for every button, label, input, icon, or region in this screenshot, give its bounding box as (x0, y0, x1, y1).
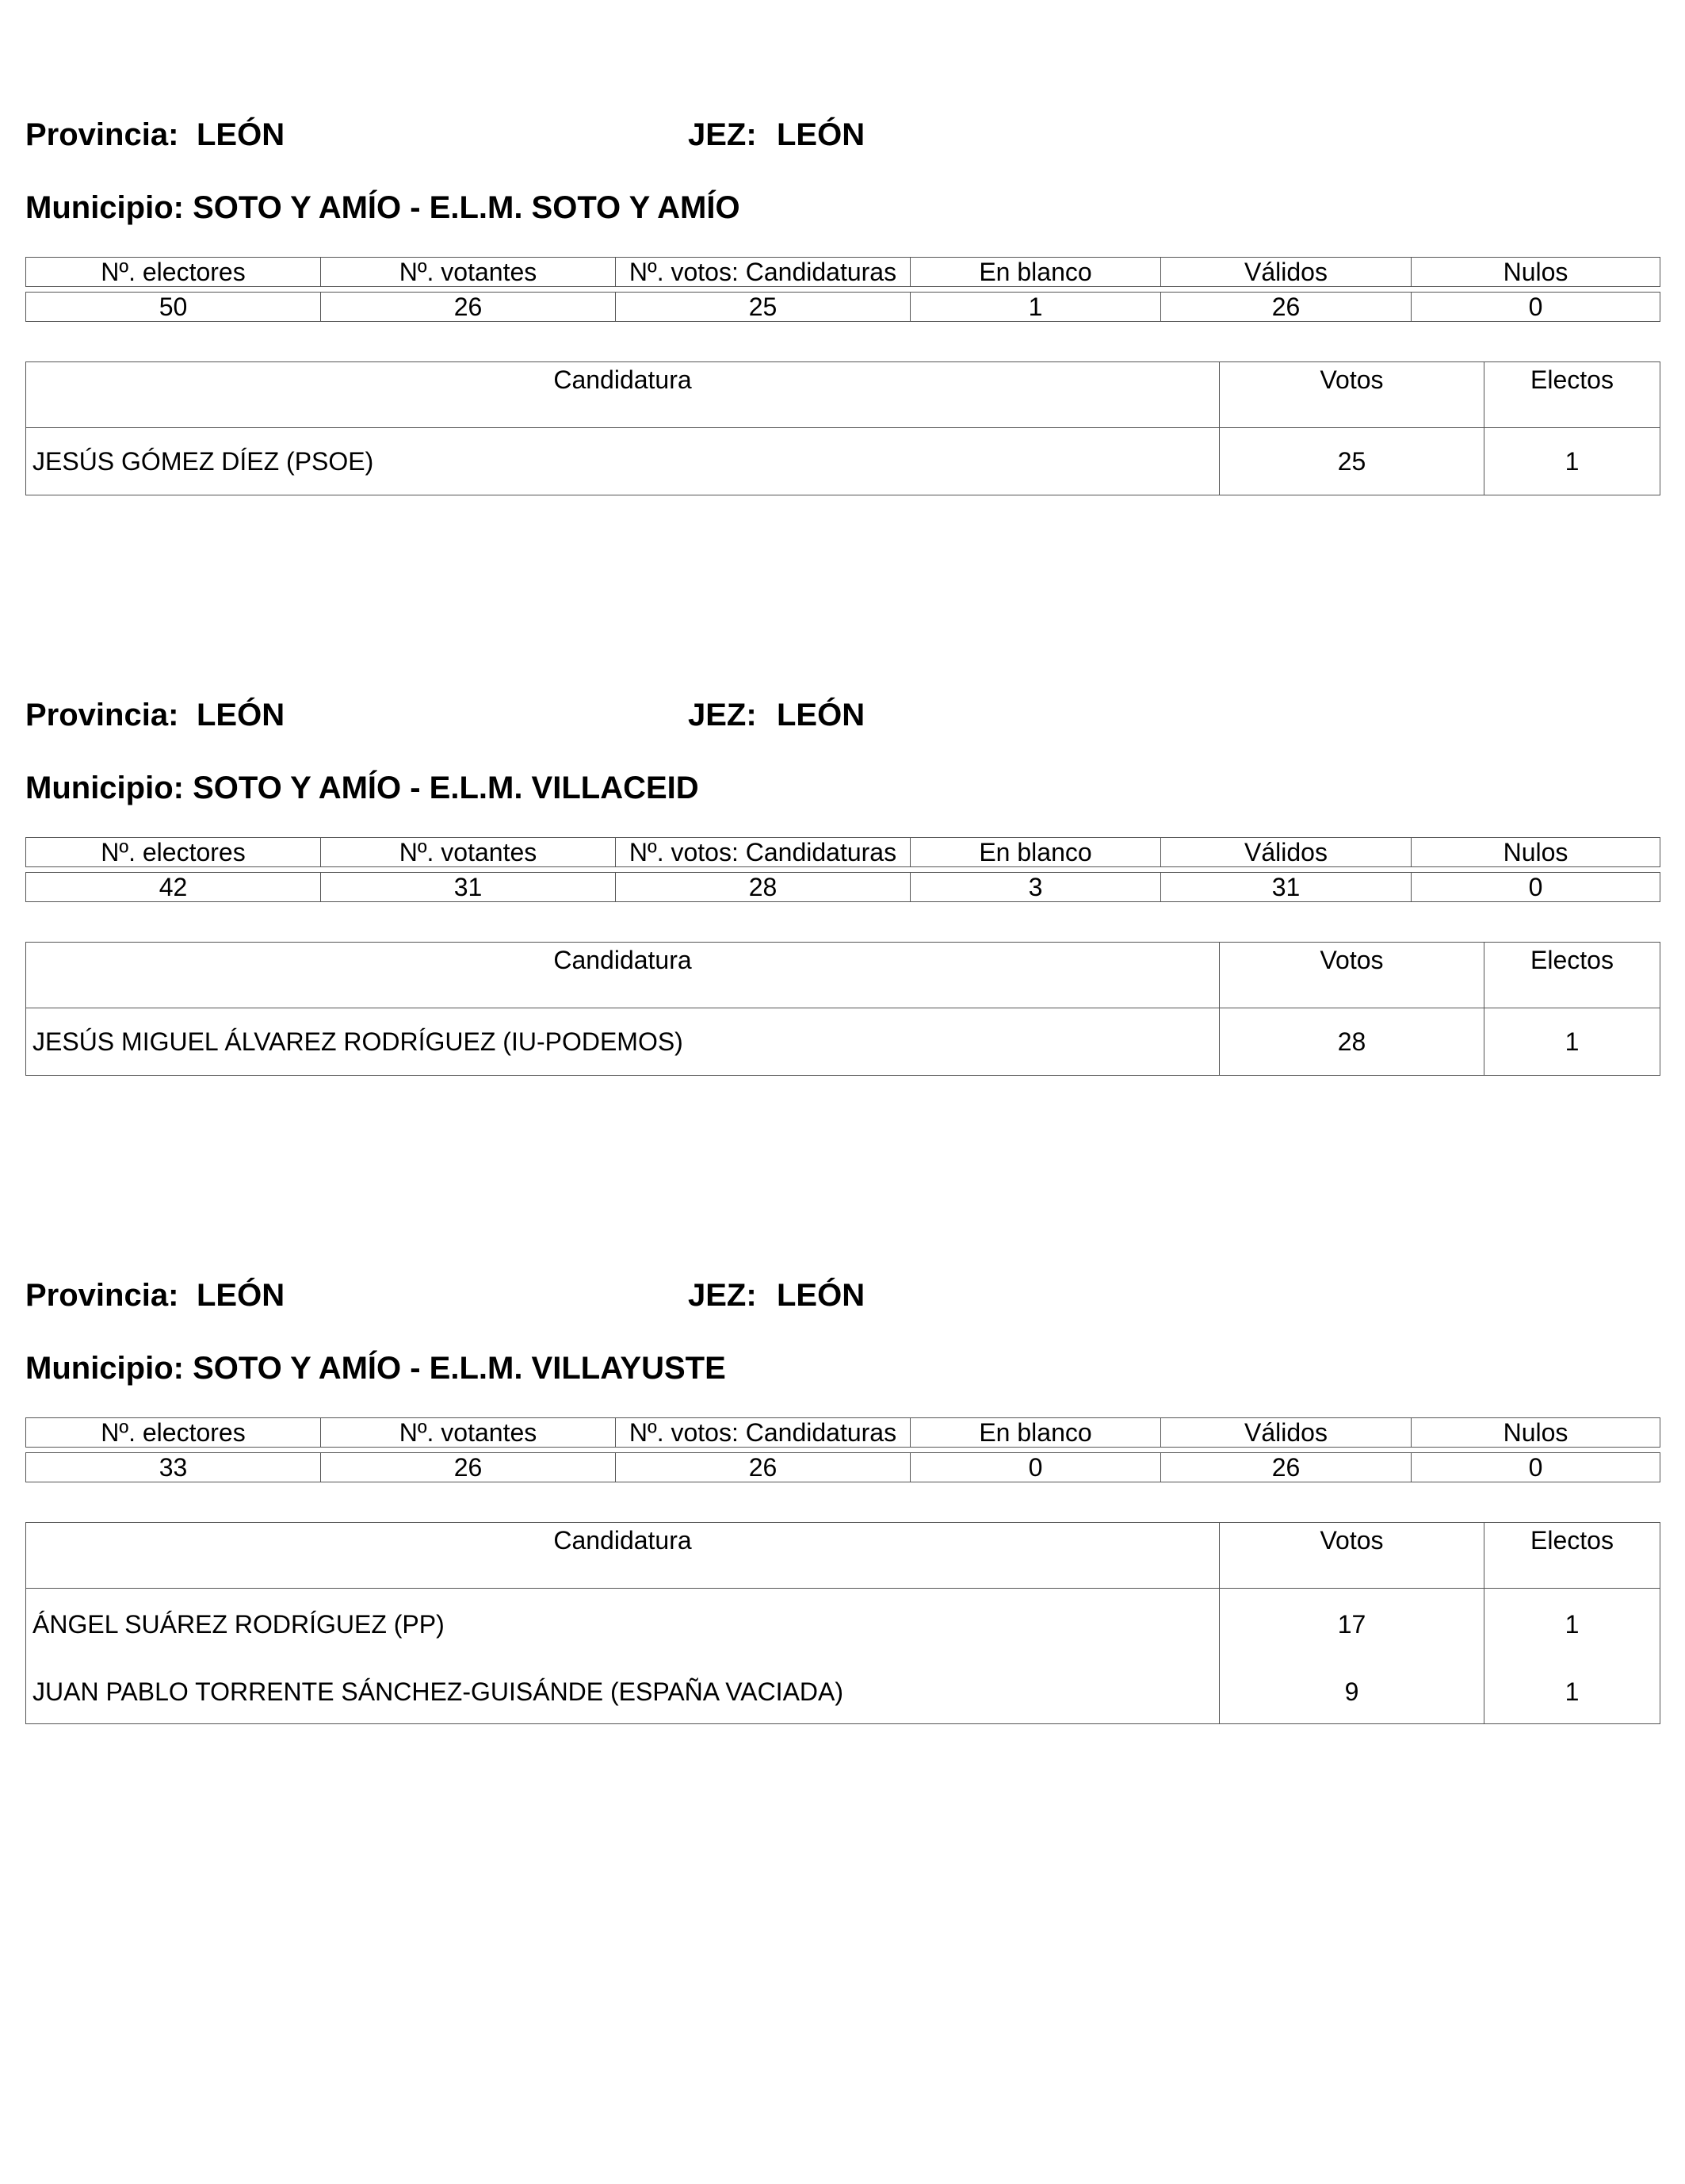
stats-value: 0 (911, 1453, 1161, 1482)
stats-header: Nº. electores (26, 258, 321, 287)
stats-header: Nº. electores (26, 838, 321, 867)
stats-header: Nº. votantes (321, 1418, 616, 1448)
stats-value: 1 (911, 293, 1161, 322)
stats-value: 25 (616, 293, 911, 322)
stats-value: 0 (1412, 873, 1660, 902)
jez-value: LEÓN (777, 117, 865, 152)
candidatura-header: Candidatura (26, 362, 1220, 428)
municipio-value: SOTO Y AMÍO - E.L.M. VILLAYUSTE (193, 1351, 726, 1386)
municipio-heading (25, 769, 699, 807)
stats-value: 31 (1161, 873, 1412, 902)
stats-value: 50 (26, 293, 321, 322)
stats-table (25, 257, 1660, 287)
stats-value-row (26, 293, 1660, 322)
stats-header: Nulos (1412, 258, 1660, 287)
provincia-value: LEÓN (197, 117, 285, 152)
candidatura-header: Candidatura (26, 943, 1220, 1008)
municipio-heading (25, 189, 740, 227)
candidate-votes: 28 (1220, 1008, 1484, 1076)
municipio-label: Municipio: (25, 190, 184, 225)
table-row (26, 1589, 1660, 1661)
stats-table (25, 837, 1660, 867)
stats-value: 26 (1161, 293, 1412, 322)
municipio-heading (25, 1349, 726, 1387)
votos-header: Votos (1220, 943, 1484, 1008)
candidate-electos: 1 (1484, 1008, 1660, 1076)
candidate-name: JESÚS MIGUEL ÁLVAREZ RODRÍGUEZ (IU-PODEMOS) (26, 1008, 1220, 1076)
stats-values-table (25, 872, 1660, 902)
municipio-label: Municipio: (25, 771, 184, 805)
stats-header: Nº. votos: Candidaturas (616, 838, 911, 867)
stats-value: 0 (1412, 1453, 1660, 1482)
candidatura-header: Candidatura (26, 1523, 1220, 1589)
jez-value: LEÓN (777, 698, 865, 732)
section-villaceid (25, 691, 1660, 1088)
electos-header: Electos (1484, 362, 1660, 428)
candidate-electos: 1 (1484, 1589, 1660, 1661)
stats-values-table (25, 292, 1660, 322)
candidate-name: JESÚS GÓMEZ DÍEZ (PSOE) (26, 428, 1220, 495)
provincia-value: LEÓN (197, 698, 285, 732)
stats-value-row (26, 1453, 1660, 1482)
candidate-votes: 25 (1220, 428, 1484, 495)
candidates-header-row (26, 362, 1660, 428)
votos-header: Votos (1220, 1523, 1484, 1589)
candidates-header-row (26, 943, 1660, 1008)
provincia-label: Provincia: (25, 117, 179, 152)
section-villayuste (25, 1272, 1660, 1747)
stats-header: Nulos (1412, 838, 1660, 867)
municipio-label: Municipio: (25, 1351, 184, 1386)
stats-header: Válidos (1161, 838, 1412, 867)
candidates-table (25, 942, 1660, 1076)
candidate-votes: 9 (1220, 1660, 1484, 1724)
municipio-value: SOTO Y AMÍO - E.L.M. SOTO Y AMÍO (193, 190, 740, 225)
stats-table (25, 1417, 1660, 1448)
stats-value: 28 (616, 873, 911, 902)
stats-header: En blanco (911, 838, 1161, 867)
stats-header: Válidos (1161, 258, 1412, 287)
table-row (26, 1008, 1660, 1076)
stats-header-row (26, 258, 1660, 287)
provincia-label: Provincia: (25, 1278, 179, 1313)
candidate-electos: 1 (1484, 1660, 1660, 1724)
stats-value: 0 (1412, 293, 1660, 322)
stats-value: 33 (26, 1453, 321, 1482)
stats-header: En blanco (911, 1418, 1161, 1448)
stats-value: 31 (321, 873, 616, 902)
table-row (26, 428, 1660, 495)
provincia-value: LEÓN (197, 1278, 285, 1313)
stats-header-row (26, 1418, 1660, 1448)
stats-header: Nº. votantes (321, 838, 616, 867)
stats-value: 42 (26, 873, 321, 902)
jez-value: LEÓN (777, 1278, 865, 1313)
candidate-name: JUAN PABLO TORRENTE SÁNCHEZ-GUISÁNDE (ESPAÑA VACIADA) (26, 1660, 1220, 1724)
stats-value-row (26, 873, 1660, 902)
stats-header: Válidos (1161, 1418, 1412, 1448)
jez-label: JEZ: (688, 1278, 757, 1313)
candidate-electos: 1 (1484, 428, 1660, 495)
stats-value: 26 (321, 293, 616, 322)
provincia-label: Provincia: (25, 698, 179, 732)
jez-label: JEZ: (688, 117, 757, 152)
jez-label: JEZ: (688, 698, 757, 732)
electos-header: Electos (1484, 943, 1660, 1008)
stats-header: En blanco (911, 258, 1161, 287)
stats-value: 26 (1161, 1453, 1412, 1482)
stats-value: 3 (911, 873, 1161, 902)
municipio-value: SOTO Y AMÍO - E.L.M. VILLACEID (193, 771, 699, 805)
table-row (26, 1660, 1660, 1724)
stats-header: Nº. votos: Candidaturas (616, 258, 911, 287)
candidates-header-row (26, 1523, 1660, 1589)
stats-header-row (26, 838, 1660, 867)
candidate-name: ÁNGEL SUÁREZ RODRÍGUEZ (PP) (26, 1589, 1220, 1661)
candidate-votes: 17 (1220, 1589, 1484, 1661)
candidates-table (25, 1522, 1660, 1724)
stats-header: Nº. votantes (321, 258, 616, 287)
candidates-table (25, 361, 1660, 495)
stats-value: 26 (616, 1453, 911, 1482)
votos-header: Votos (1220, 362, 1484, 428)
section-soto-y-amio (25, 111, 1660, 507)
stats-values-table (25, 1452, 1660, 1482)
electos-header: Electos (1484, 1523, 1660, 1589)
stats-header: Nulos (1412, 1418, 1660, 1448)
stats-header: Nº. electores (26, 1418, 321, 1448)
stats-value: 26 (321, 1453, 616, 1482)
stats-header: Nº. votos: Candidaturas (616, 1418, 911, 1448)
